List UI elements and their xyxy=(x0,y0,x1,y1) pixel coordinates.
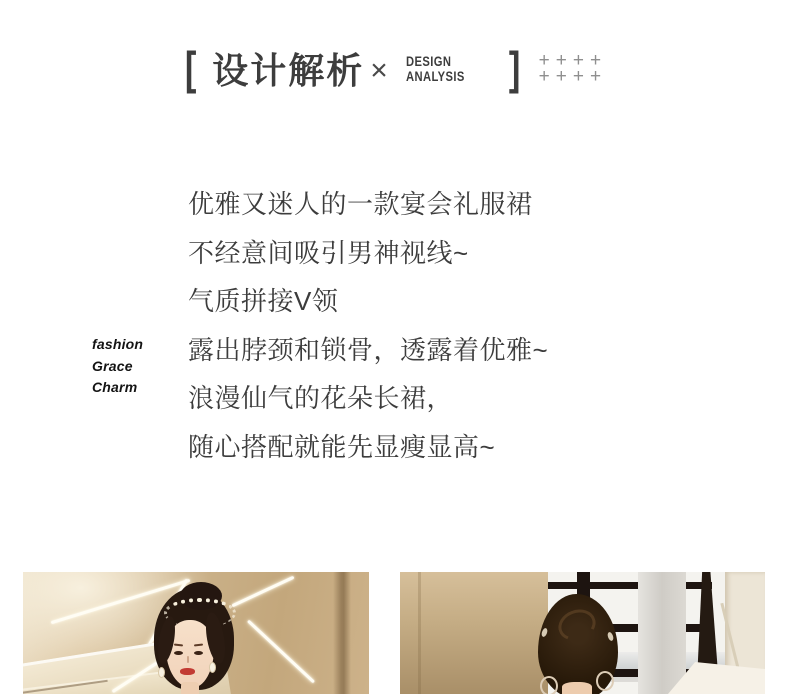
plus-row: ++++ xyxy=(538,66,608,87)
plus-row: ++++ xyxy=(538,50,608,71)
photo-wall-left xyxy=(400,572,548,694)
pearl-earring xyxy=(209,662,216,673)
model-neck xyxy=(562,682,592,694)
section-title-en-line2: ANALYSIS xyxy=(405,68,465,84)
description-line: 优雅又迷人的一款宴会礼服裙 xyxy=(188,189,533,219)
window-frame-bar xyxy=(546,582,712,589)
section-header xyxy=(0,40,790,96)
description-line: 气质拼接V领 xyxy=(188,286,339,316)
right-bracket-decoration: ] xyxy=(509,42,521,94)
photo-model-back xyxy=(400,572,765,694)
hoop-earring xyxy=(540,676,558,694)
model-neck xyxy=(181,682,199,694)
photo-model-front xyxy=(23,572,369,694)
model-eye xyxy=(194,651,203,655)
photo-wall-seam xyxy=(418,572,421,694)
photo-wall-seam xyxy=(333,572,351,694)
multiply-icon: × xyxy=(370,54,388,87)
description-line: 不经意间吸引男神视线~ xyxy=(188,237,469,268)
side-caption-line: Grace xyxy=(92,357,133,374)
description-line: 随心搭配就能先显瘦显高~ xyxy=(188,431,496,462)
side-caption xyxy=(92,334,143,399)
left-bracket-decoration: [ xyxy=(184,42,197,94)
model-eye xyxy=(174,651,183,655)
hoop-earring xyxy=(596,671,614,691)
window-pillar xyxy=(638,572,686,694)
description-line: 露出脖颈和锁骨，透露着优雅~ xyxy=(188,334,549,365)
model-lips xyxy=(180,668,195,675)
side-caption-line: fashion xyxy=(92,336,144,352)
section-title-en-line1: DESIGN xyxy=(405,53,452,69)
description-list xyxy=(188,180,548,471)
description-line: 浪漫仙气的花朵长裙， xyxy=(188,383,454,413)
model-nose xyxy=(187,656,189,663)
section-title-cn: 设计解析 xyxy=(212,49,365,91)
pearl-earring xyxy=(158,667,165,678)
plus-grid-decoration xyxy=(538,50,608,87)
side-caption-line: Charm xyxy=(92,379,138,395)
section-title-en xyxy=(406,54,480,84)
